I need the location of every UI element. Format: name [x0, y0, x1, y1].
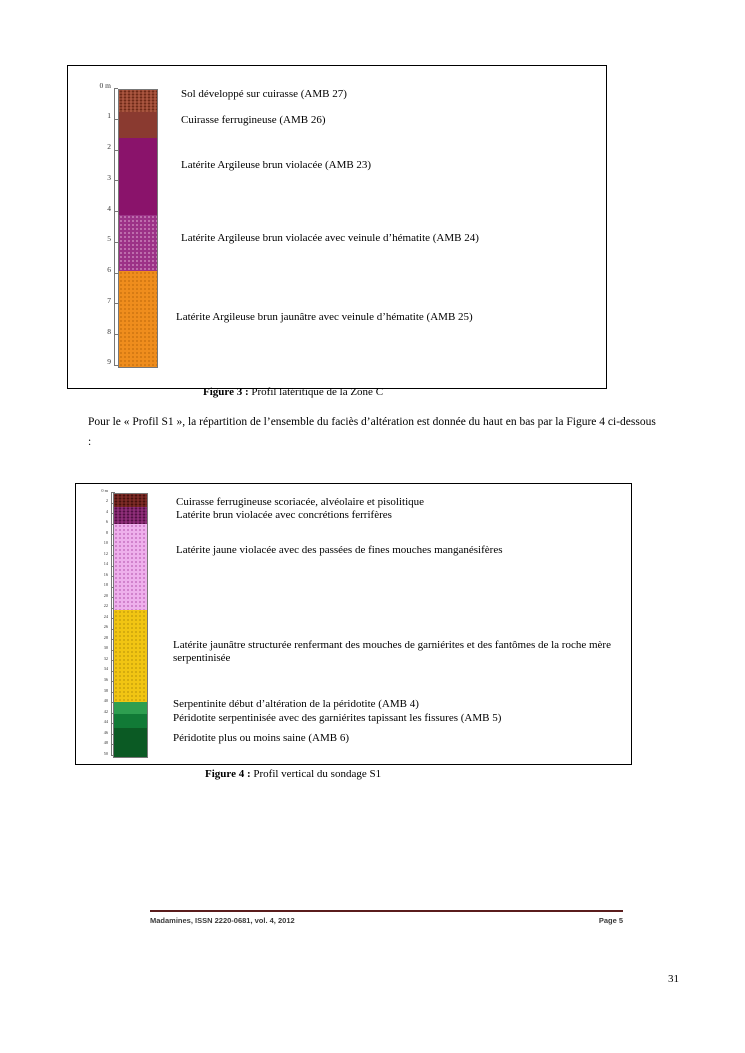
figure4-layer-peridotite-serpentinisee: [114, 714, 147, 728]
figure3-layer-label: Latérite Argileuse brun violacée (AMB 23): [181, 159, 372, 171]
figure3-caption: [203, 386, 383, 398]
depth-tick-label: 3: [78, 151, 114, 182]
figure4-layer-label: Latérite jaunâtre structurée renfermant des mouches de garniérites et des fantômes de la roche mère serpentinisée: [173, 639, 611, 665]
depth-tick-label: 50: [76, 745, 111, 756]
figure4-strat-column: [113, 493, 148, 758]
depth-tick-label: 20: [76, 588, 111, 599]
depth-tick-label: 5: [78, 212, 114, 243]
depth-tick-label: 6: [78, 243, 114, 274]
depth-tick-label: 34: [76, 661, 111, 672]
depth-tick-label: 22: [76, 598, 111, 609]
depth-tick-label: 14: [76, 556, 111, 567]
page-number: 31: [668, 973, 679, 985]
depth-tick-label: 40: [76, 693, 111, 704]
depth-tick-label: 8: [78, 304, 114, 335]
figure3-caption-text: Profil latéritique de la Zone C: [248, 386, 384, 398]
figure3-strat-column: [118, 89, 158, 368]
figure4-layer-laterite-brun: [114, 507, 147, 524]
figure3-frame: [67, 65, 607, 389]
figure4-layer-laterite-jaunatre: [114, 610, 147, 702]
depth-tick-label: 6: [76, 514, 111, 525]
footer-page: Page 5: [598, 916, 623, 925]
depth-tick-label: 16: [76, 567, 111, 578]
depth-tick-label: 4: [78, 181, 114, 212]
body-paragraph: Pour le « Profil S1 », la répartition de l’ensemble du faciès d’altération est donnée du haut en bas par la Figure 4 ci-dessous :: [88, 416, 656, 449]
figure3-layer-laterite-hematite: [119, 215, 157, 271]
figure4-caption-text: Profil vertical du sondage S1: [250, 768, 382, 780]
figure4-layer-laterite-jaune-violacee: [114, 524, 147, 610]
figure3-layer-label: Latérite Argileuse brun jaunâtre avec veinule d’hématite (AMB 25): [176, 311, 473, 323]
depth-tick-label: 9: [78, 335, 114, 366]
depth-tick-label: 32: [76, 651, 111, 662]
figure4-frame: [75, 483, 632, 765]
depth-tick-label: 48: [76, 735, 111, 746]
depth-tick-label: 30: [76, 640, 111, 651]
figure3-layer-label: Latérite Argileuse brun violacée avec veinule d’hématite (AMB 24): [181, 232, 479, 244]
depth-tick-label: 26: [76, 619, 111, 630]
figure4-caption: [205, 768, 381, 780]
depth-tick-label: 38: [76, 682, 111, 693]
figure4-layer-cuirasse: [114, 494, 147, 507]
depth-tick-label: 2: [78, 120, 114, 151]
depth-tick-label: 46: [76, 724, 111, 735]
depth-tick-label: 1: [78, 89, 114, 120]
figure4-layer-label: Latérite jaune violacée avec des passées de fines mouches manganésifères: [176, 544, 503, 556]
depth-tick-label: 10: [76, 535, 111, 546]
footer-journal: Madamines, ISSN 2220-0681, vol. 4, 2012: [150, 916, 295, 925]
figure4-layer-label: Latérite brun violacée avec concrétions ferrifères: [176, 509, 392, 521]
figure4-layer-serpentinite: [114, 702, 147, 714]
depth-tick-label: 7: [78, 274, 114, 305]
depth-tick-label: 8: [76, 525, 111, 536]
figure4-layer-label: Péridotite serpentinisée avec des garniérites tapissant les fissures (AMB 5): [173, 712, 502, 724]
figure4-layer-label: Serpentinite début d’altération de la péridotite (AMB 4): [173, 698, 419, 710]
figure3-caption-number: Figure 3 :: [203, 386, 249, 398]
depth-tick-label: 18: [76, 577, 111, 588]
figure4-layer-label: Cuirasse ferrugineuse scoriacée, alvéolaire et pisolitique: [176, 496, 425, 508]
figure3-layer-label: Sol développé sur cuirasse (AMB 27): [181, 88, 347, 100]
depth-tick-label: 44: [76, 714, 111, 725]
depth-tick-label: 42: [76, 703, 111, 714]
footer: [150, 910, 623, 925]
figure3-depth-scale: 0 m 1 2 3 4 5 6 7 8 9: [78, 89, 115, 366]
figure4-caption-number: Figure 4 :: [205, 768, 251, 780]
depth-tick-label: 12: [76, 546, 111, 557]
figure4-layer-label: Péridotite plus ou moins saine (AMB 6): [173, 732, 349, 744]
depth-tick-label: 24: [76, 609, 111, 620]
figure3-layer-laterite-jaunatre: [119, 271, 157, 367]
figure4-layer-peridotite-saine: [114, 728, 147, 757]
depth-tick-label: 2: [76, 493, 111, 504]
depth-tick-label: 28: [76, 630, 111, 641]
depth-tick-label: 36: [76, 672, 111, 683]
figure3-layer-laterite-violacee: [119, 138, 157, 215]
figure4-depth-scale: 0 m 2 4 6 8 10 12 14 16 18 20 22 24 26 28 30 32 34 36 38 40 42 44 46 48 50: [76, 493, 112, 756]
figure3-layer-sol: [119, 90, 157, 112]
figure3-layer-cuirasse: [119, 112, 157, 138]
depth-tick-label: 4: [76, 504, 111, 515]
figure3-layer-label: Cuirasse ferrugineuse (AMB 26): [181, 114, 326, 126]
